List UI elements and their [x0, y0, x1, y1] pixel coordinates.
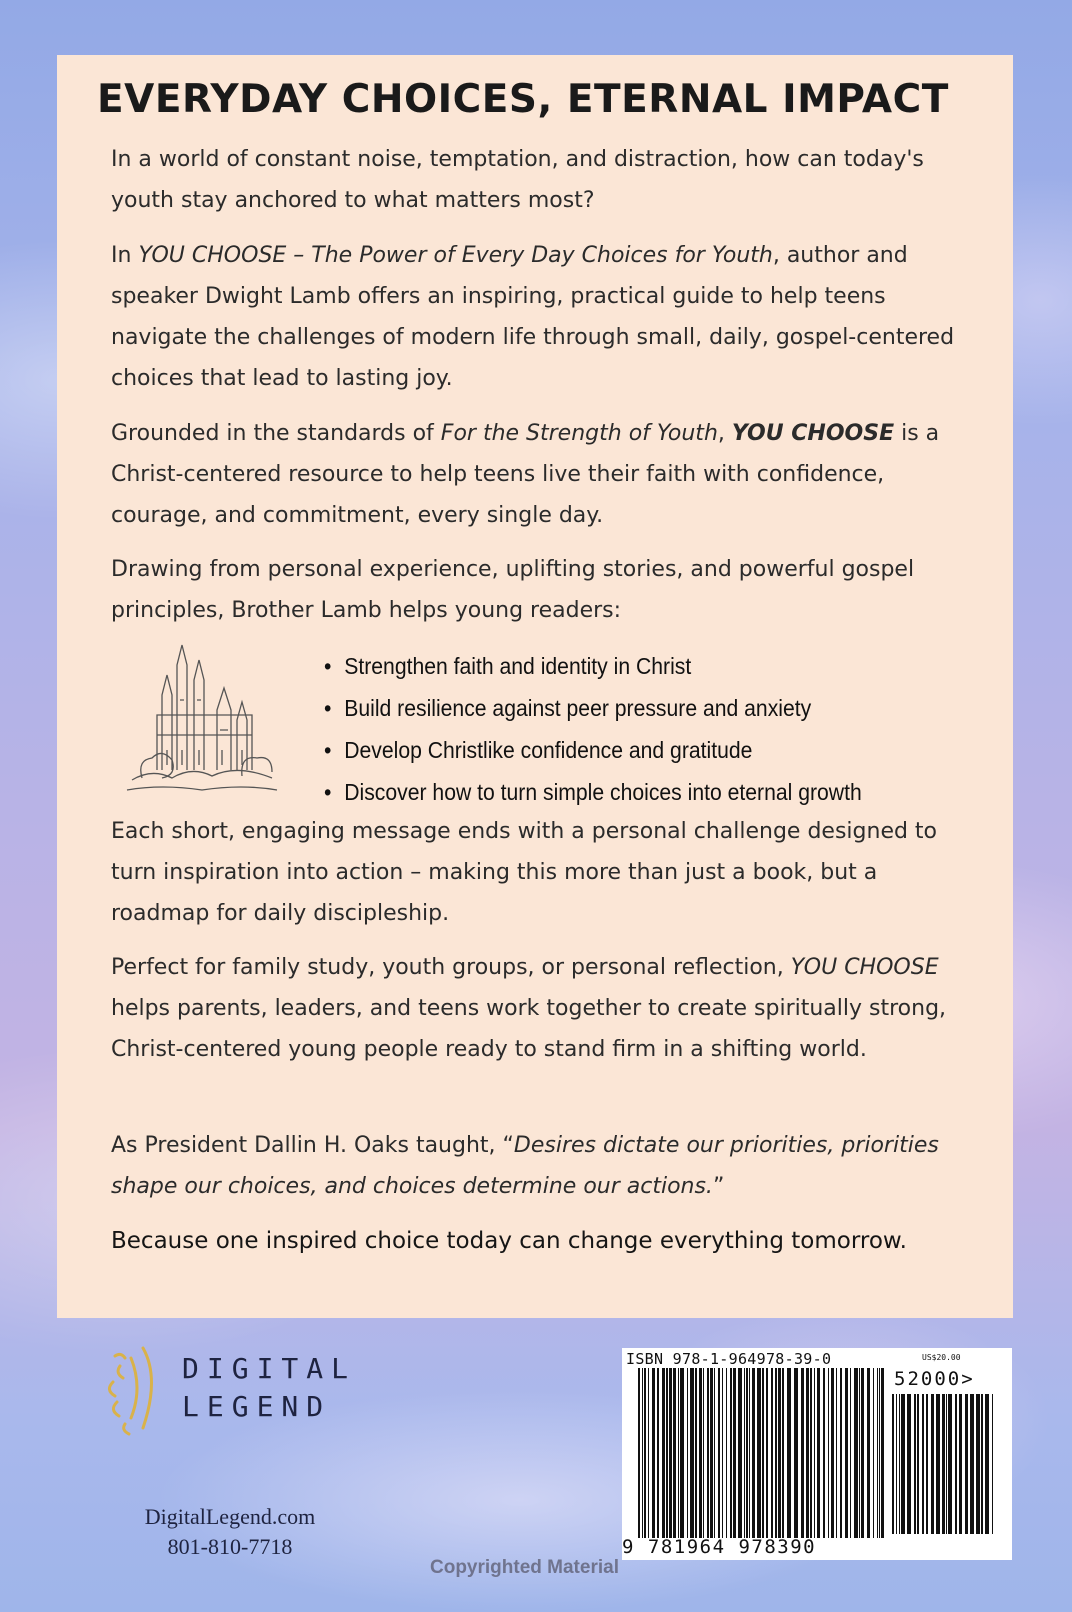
- book-description-paragraph: In YOU CHOOSE – The Power of Every Day Choices for Youth, author and speaker Dwight Lamb offers an inspiring, practical guide to help teens navigate the challenges of modern life through small, daily, gospel-centered choices that lead to lasting joy.: [111, 243, 955, 391]
- publisher-name-line1: DIGITAL: [182, 1352, 357, 1385]
- price-label: US$20.00: [922, 1353, 961, 1362]
- grounded-paragraph: Grounded in the standards of For the Strength of Youth, YOU CHOOSE is a Christ-centered resource to help teens live their faith with confidence, courage, and commitment, every single day.: [111, 421, 940, 528]
- back-cover-panel: [57, 55, 1013, 1318]
- strength-of-youth-italic: For the Strength of Youth: [440, 421, 718, 446]
- publisher-website: DigitalLegend.com: [144, 1504, 316, 1529]
- digital-legend-logo-icon: [95, 1338, 165, 1438]
- barcode-bars-main: [638, 1368, 888, 1538]
- you-choose-italic: YOU CHOOSE: [790, 955, 939, 980]
- oaks-quote: Desires dictate our priorities, priorities shape our choices, and choices determine our actions.: [111, 1133, 939, 1199]
- publisher-name-line2: LEGEND: [182, 1390, 332, 1423]
- list-item: • Discover how to turn simple choices into eternal growth: [324, 771, 862, 813]
- benefits-list: [324, 645, 862, 813]
- challenge-paragraph: Each short, engaging message ends with a personal challenge designed to turn inspiration into action – making this more than just a book, but a roadmap for daily discipleship.: [111, 819, 938, 926]
- family-study-paragraph: Perfect for family study, youth groups, or personal reflection, YOU CHOOSE helps parents, leaders, and teens work together to create spiritually strong, Christ-centered young people ready to stand firm in a shifting world.: [111, 955, 947, 1062]
- quote-paragraph: As President Dallin H. Oaks taught, “Desires dictate our priorities, priorities shape our choices, and choices determine our actions.”: [111, 1133, 939, 1199]
- price-code: 52000>: [894, 1368, 975, 1390]
- barcode-bars-price: [892, 1394, 1002, 1534]
- drawing-paragraph: Drawing from personal experience, uplifting stories, and powerful gospel principles, Brother Lamb helps young readers:: [111, 557, 915, 623]
- list-item: • Strengthen faith and identity in Christ: [324, 645, 862, 687]
- book-title-italic: YOU CHOOSE – The Power of Every Day Choices for Youth: [138, 243, 773, 268]
- intro-paragraph: In a world of constant noise, temptation, and distraction, how can today's youth stay anchored to what matters most?: [111, 147, 924, 213]
- isbn-label: ISBN 978-1-964978-39-0: [626, 1350, 832, 1368]
- temple-illustration-icon: [122, 640, 282, 800]
- list-item: • Build resilience against peer pressure and anxiety: [324, 687, 862, 729]
- publisher-phone: 801-810-7718: [167, 1534, 293, 1559]
- list-item: • Develop Christlike confidence and gratitude: [324, 729, 862, 771]
- copyright-watermark: Copyrighted Material: [430, 1557, 619, 1578]
- you-choose-bold-italic: YOU CHOOSE: [731, 421, 895, 446]
- heading: EVERYDAY CHOICES, ETERNAL IMPACT: [97, 77, 949, 122]
- isbn-digits: 9 781964 978390: [622, 1536, 817, 1558]
- isbn-barcode: [622, 1348, 1012, 1560]
- closing-line: Because one inspired choice today can change everything tomorrow.: [111, 1228, 907, 1254]
